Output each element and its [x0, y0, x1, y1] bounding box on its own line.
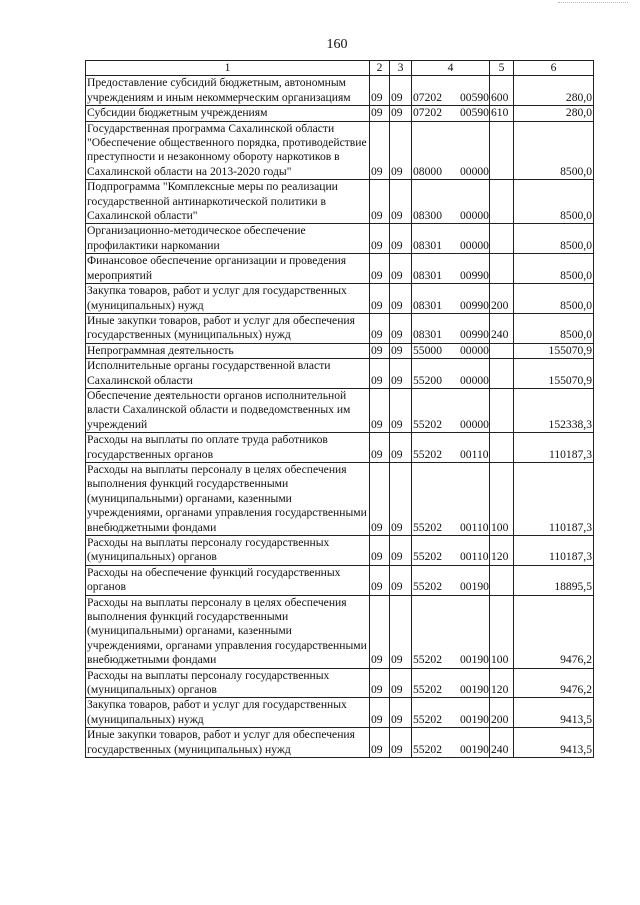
code-section: 09	[370, 536, 390, 566]
code-target-article	[412, 254, 490, 284]
code-expense-type	[490, 433, 514, 463]
code-section: 09	[370, 388, 390, 432]
code-target-article	[412, 121, 490, 180]
code-expense-type	[490, 359, 514, 389]
code-section: 09	[370, 433, 390, 463]
code-target-article	[412, 76, 490, 106]
amount: 9413,5	[514, 698, 594, 728]
code-target-article	[412, 106, 490, 121]
code-expense-type: 120	[490, 668, 514, 698]
code-section: 09	[370, 728, 390, 758]
item-name: Закупка товаров, работ и услуг для государственных (муниципальных) нужд	[86, 698, 370, 728]
amount: 18895,5	[514, 565, 594, 595]
item-name: Предоставление субсидий бюджетным, автономным учреждениям и иным некоммерческим организациям	[86, 76, 370, 106]
code-target-direction: 00990	[459, 268, 489, 282]
code-subsection: 09	[390, 313, 412, 343]
code-target-program: 08301	[413, 268, 442, 282]
code-target-direction: 00000	[459, 343, 489, 357]
item-name: Расходы на выплаты персоналу государственных (муниципальных) органов	[86, 536, 370, 566]
code-expense-type: 200	[490, 284, 514, 314]
code-section: 09	[370, 343, 390, 358]
code-target-direction: 00990	[459, 328, 489, 342]
code-target-direction: 00000	[459, 238, 489, 252]
item-name: Организационно-методическое обеспечение профилактики наркомании	[86, 224, 370, 254]
code-target-program: 55000	[413, 343, 442, 357]
code-subsection: 09	[390, 224, 412, 254]
code-target-article	[412, 595, 490, 668]
code-target-direction: 00000	[459, 417, 489, 431]
amount: 280,0	[514, 106, 594, 121]
code-target-direction: 00000	[459, 373, 489, 387]
item-name: Подпрограмма "Комплексные меры по реализации государственной антинаркотической политики в Сахалинской области"	[86, 180, 370, 224]
code-subsection: 09	[390, 536, 412, 566]
item-name: Расходы на выплаты персоналу государственных (муниципальных) органов	[86, 668, 370, 698]
item-name: Субсидии бюджетным учреждениям	[86, 106, 370, 121]
item-name: Расходы на выплаты по оплате труда работников государственных органов	[86, 433, 370, 463]
item-name: Закупка товаров, работ и услуг для государственных (муниципальных) нужд	[86, 284, 370, 314]
item-name: Финансовое обеспечение организации и проведения мероприятий	[86, 254, 370, 284]
code-target-direction: 00000	[459, 209, 489, 223]
code-expense-type	[490, 121, 514, 180]
budget-table	[85, 60, 594, 758]
code-target-program: 55202	[413, 683, 442, 697]
code-subsection: 09	[390, 728, 412, 758]
code-target-direction: 00190	[459, 683, 489, 697]
code-target-program: 55202	[413, 653, 442, 667]
table-row	[86, 668, 594, 698]
code-target-direction: 00990	[459, 298, 489, 312]
code-target-direction: 00190	[459, 653, 489, 667]
code-target-direction: 00190	[459, 580, 489, 594]
amount: 8500,0	[514, 284, 594, 314]
amount: 8500,0	[514, 180, 594, 224]
code-target-direction: 00590	[459, 90, 489, 104]
header-col-2: 2	[370, 61, 390, 76]
code-target-program: 08301	[413, 328, 442, 342]
code-subsection: 09	[390, 595, 412, 668]
table-row	[86, 254, 594, 284]
code-section: 09	[370, 224, 390, 254]
table-row	[86, 433, 594, 463]
table-row	[86, 698, 594, 728]
header-col-1: 1	[86, 61, 370, 76]
code-target-article	[412, 343, 490, 358]
code-target-article	[412, 536, 490, 566]
table-row	[86, 536, 594, 566]
code-target-article	[412, 284, 490, 314]
code-target-program: 07202	[413, 90, 442, 104]
amount: 110187,3	[514, 462, 594, 535]
code-subsection: 09	[390, 254, 412, 284]
item-name: Иные закупки товаров, работ и услуг для обеспечения государственных (муниципальных) нужд	[86, 313, 370, 343]
code-target-program: 08000	[413, 164, 442, 178]
code-section: 09	[370, 121, 390, 180]
amount: 110187,3	[514, 433, 594, 463]
table-header	[86, 61, 594, 76]
code-target-program: 55200	[413, 373, 442, 387]
table-row	[86, 565, 594, 595]
amount: 152338,3	[514, 388, 594, 432]
amount: 8500,0	[514, 254, 594, 284]
code-expense-type: 610	[490, 106, 514, 121]
code-target-program: 55202	[413, 550, 442, 564]
code-section: 09	[370, 668, 390, 698]
code-section: 09	[370, 76, 390, 106]
code-expense-type	[490, 180, 514, 224]
code-subsection: 09	[390, 565, 412, 595]
code-expense-type	[490, 565, 514, 595]
amount: 155070,9	[514, 343, 594, 358]
header-col-3: 3	[390, 61, 412, 76]
code-target-direction: 00000	[459, 164, 489, 178]
table-body	[86, 76, 594, 758]
code-subsection: 09	[390, 180, 412, 224]
code-target-article	[412, 698, 490, 728]
code-expense-type: 600	[490, 76, 514, 106]
header-col-5: 5	[490, 61, 514, 76]
code-expense-type: 200	[490, 698, 514, 728]
item-name: Государственная программа Сахалинской области "Обеспечение общественного порядка, противодействие преступности и незаконному обороту наркотиков в Сахалинской области на 2013-2020 годы"	[86, 121, 370, 180]
table-row	[86, 224, 594, 254]
table-row	[86, 388, 594, 432]
amount: 155070,9	[514, 359, 594, 389]
code-target-direction: 00190	[459, 742, 489, 756]
scan-mark	[558, 2, 628, 5]
page-number: 160	[326, 37, 348, 52]
code-section: 09	[370, 284, 390, 314]
code-expense-type: 240	[490, 728, 514, 758]
amount: 9413,5	[514, 728, 594, 758]
code-subsection: 09	[390, 433, 412, 463]
code-subsection: 09	[390, 388, 412, 432]
table-row	[86, 76, 594, 106]
code-section: 09	[370, 565, 390, 595]
amount: 8500,0	[514, 313, 594, 343]
code-subsection: 09	[390, 121, 412, 180]
code-target-direction: 00590	[459, 106, 489, 120]
amount: 8500,0	[514, 224, 594, 254]
item-name: Иные закупки товаров, работ и услуг для обеспечения государственных (муниципальных) нужд	[86, 728, 370, 758]
table-row	[86, 728, 594, 758]
code-target-direction: 00110	[459, 550, 489, 564]
code-section: 09	[370, 313, 390, 343]
code-target-program: 55202	[413, 742, 442, 756]
code-target-article	[412, 359, 490, 389]
amount: 9476,2	[514, 668, 594, 698]
code-target-direction: 00190	[459, 712, 489, 726]
code-target-program: 55202	[413, 447, 442, 461]
code-expense-type	[490, 388, 514, 432]
table-row	[86, 462, 594, 535]
code-target-article	[412, 462, 490, 535]
item-name: Расходы на выплаты персоналу в целях обеспечения выполнения функций государственными (муниципальными) органами, казенными учреждениями, органами управления государственными внебюджетными фондами	[86, 462, 370, 535]
amount: 280,0	[514, 76, 594, 106]
code-target-article	[412, 433, 490, 463]
item-name: Расходы на выплаты персоналу в целях обеспечения выполнения функций государственными (муниципальными) органами, казенными учреждениями, органами управления государственными внебюджетными фондами	[86, 595, 370, 668]
code-section: 09	[370, 359, 390, 389]
item-name: Исполнительные органы государственной власти Сахалинской области	[86, 359, 370, 389]
code-subsection: 09	[390, 284, 412, 314]
code-target-article	[412, 224, 490, 254]
code-target-program: 08301	[413, 238, 442, 252]
table-row	[86, 595, 594, 668]
amount: 8500,0	[514, 121, 594, 180]
code-target-program: 55202	[413, 417, 442, 431]
header-col-6: 6	[514, 61, 594, 76]
code-subsection: 09	[390, 359, 412, 389]
code-subsection: 09	[390, 668, 412, 698]
code-target-program: 55202	[413, 520, 442, 534]
table-row	[86, 106, 594, 121]
header-col-4: 4	[412, 61, 490, 76]
table-row	[86, 359, 594, 389]
item-name: Расходы на обеспечение функций государственных органов	[86, 565, 370, 595]
code-target-article	[412, 388, 490, 432]
table-row	[86, 284, 594, 314]
code-expense-type	[490, 224, 514, 254]
code-target-article	[412, 313, 490, 343]
code-section: 09	[370, 180, 390, 224]
code-target-article	[412, 565, 490, 595]
item-name: Обеспечение деятельности органов исполнительной власти Сахалинской области и подведомственных им учреждений	[86, 388, 370, 432]
code-expense-type: 100	[490, 595, 514, 668]
code-section: 09	[370, 595, 390, 668]
code-target-direction: 00110	[459, 520, 489, 534]
code-target-program: 07202	[413, 106, 442, 120]
table-row	[86, 180, 594, 224]
code-subsection: 09	[390, 698, 412, 728]
code-target-program: 08300	[413, 209, 442, 223]
code-subsection: 09	[390, 76, 412, 106]
code-target-article	[412, 180, 490, 224]
table-row	[86, 343, 594, 358]
code-expense-type	[490, 343, 514, 358]
table-row	[86, 121, 594, 180]
code-subsection: 09	[390, 462, 412, 535]
amount: 9476,2	[514, 595, 594, 668]
code-target-article	[412, 668, 490, 698]
code-target-program: 55202	[413, 580, 442, 594]
code-target-article	[412, 728, 490, 758]
table-row	[86, 313, 594, 343]
code-expense-type: 100	[490, 462, 514, 535]
amount: 110187,3	[514, 536, 594, 566]
item-name: Непрограммная деятельность	[86, 343, 370, 358]
code-section: 09	[370, 106, 390, 121]
code-section: 09	[370, 698, 390, 728]
code-expense-type: 120	[490, 536, 514, 566]
code-subsection: 09	[390, 343, 412, 358]
code-expense-type	[490, 254, 514, 284]
header-row	[86, 61, 594, 76]
code-target-program: 08301	[413, 298, 442, 312]
code-section: 09	[370, 254, 390, 284]
code-expense-type: 240	[490, 313, 514, 343]
code-target-program: 55202	[413, 712, 442, 726]
code-section: 09	[370, 462, 390, 535]
code-subsection: 09	[390, 106, 412, 121]
code-target-direction: 00110	[459, 447, 489, 461]
